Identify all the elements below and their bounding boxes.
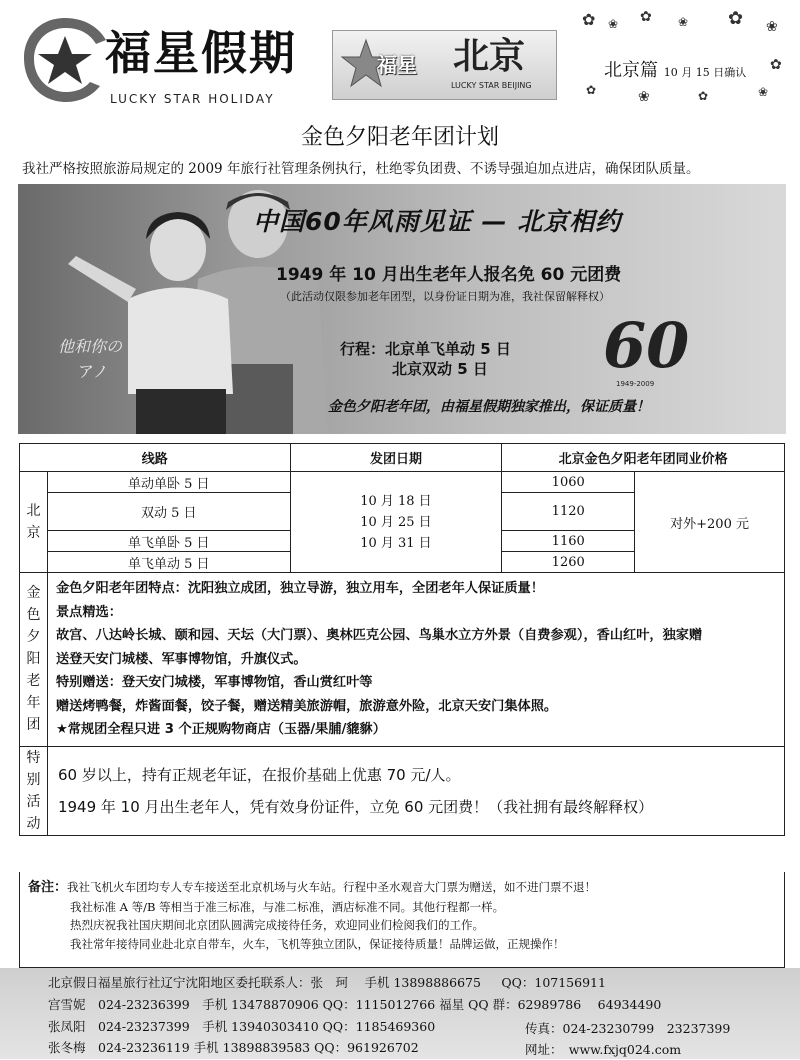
- header-price: 北京金色夕阳老年团同业价格: [502, 444, 785, 472]
- flower-icon: ❀: [678, 15, 689, 29]
- note-line: 我社常年接待同业赴北京自带车，火车，飞机等独立团队，保证接待质量！品牌运做，正规操作！: [70, 936, 565, 951]
- feature-line: 送登天安门城楼、军事博物馆，升旗仪式。: [55, 651, 307, 667]
- table-header-row: [20, 444, 785, 472]
- feature-line: 特别赠送：登天安门城楼，军事博物馆，香山赏红叶等: [55, 675, 373, 690]
- special-content: [47, 746, 784, 835]
- notes-section: [19, 872, 785, 968]
- contact-line: 宫雪妮 024-23236399 手机 13478870906 QQ：1115012766 福星 QQ 群：62989786 64934490: [48, 997, 662, 1012]
- contact-line: 张冬梅 024-23236119 手机 13898839583 QQ：961926702: [48, 1040, 419, 1055]
- confirm-date: 10 月 15 日确认: [663, 66, 747, 79]
- route-name: 单飞单卧 5 日: [47, 531, 290, 552]
- confirm-badge: [578, 8, 790, 108]
- feature-line: 故宫、八达岭长城、颐和园、天坛（大门票）、奥林匹克公园、鸟巢水立方外景（自费参观），香山红叶，独家赠: [55, 628, 703, 643]
- fuxing-label: 福星: [377, 53, 417, 77]
- flower-icon: ✿: [582, 10, 596, 29]
- route-name: 单动单卧 5 日: [47, 472, 290, 493]
- price-table: [19, 443, 785, 836]
- confirm-city: 北京篇: [604, 60, 658, 81]
- banner-watermark-2: アノ: [78, 362, 109, 381]
- features-content: [47, 573, 784, 747]
- contact-line: 北京假日福星旅行社辽宁沈阳地区委托联系人：张 珂 手机 13898886675 QQ：107156911: [48, 975, 606, 990]
- header-dates: 发团日期: [290, 444, 502, 472]
- flower-icon: ✿: [728, 8, 744, 29]
- brand-name-en: LUCKY STAR HOLIDAY: [110, 92, 275, 106]
- fuxing-beijing-logo: [332, 30, 557, 100]
- special-row: [20, 746, 785, 835]
- banner-offer: 1949 年 10 月出生老年人报名免 60 元团费: [276, 265, 622, 285]
- banner-itinerary-2: 北京双动 5 日: [392, 360, 488, 378]
- page-title: 金色夕阳老年团计划: [300, 125, 499, 150]
- banner-note: （此活动仅限参加老年团型，以身份证日期为准，我社保留解释权）: [280, 290, 610, 303]
- banner-watermark: 他和你の: [58, 337, 123, 356]
- note-line: 我社标准 A 等/B 等相当于准三标准，与准二标准，酒店标准不同。其他行程都一样。: [70, 899, 505, 914]
- beijing-label: 北京: [453, 36, 526, 77]
- special-line: 60 岁以上，持有正规老年证，在报价基础上优惠 70 元/人。: [57, 765, 461, 784]
- contact-footer: [0, 968, 800, 1059]
- route-name: 双动 5 日: [47, 493, 290, 531]
- flower-icon: ✿: [698, 89, 709, 103]
- features-row: [20, 573, 785, 747]
- banner-headline: 中国60年风雨见证 — 北京相约: [253, 207, 622, 236]
- group-label-beijing: 北 京: [20, 472, 48, 573]
- flower-icon: ✿: [770, 57, 782, 73]
- flower-icon: ❀: [608, 17, 619, 31]
- feature-line: 赠送烤鸭餐，炸酱面餐，饺子餐，赠送精美旅游帽，旅游意外险，北京天安门集体照。: [55, 698, 558, 714]
- feature-line: 景点精选：: [55, 604, 122, 620]
- fax-line: 传真：024-23230799 23237399: [525, 1021, 731, 1036]
- feature-line: 金色夕阳老年团特点：沈阳独立成团，独立导游，独立用车，全团老年人保证质量！: [55, 581, 544, 596]
- route-price: 1160: [502, 531, 635, 552]
- flower-icon: ✿: [640, 9, 652, 25]
- feature-label: 金 色 夕 阳 老 年 团: [20, 573, 48, 747]
- confirm-text: [604, 56, 746, 82]
- lucky-star-logo-icon: [20, 12, 110, 107]
- special-label: 特 别 活 动: [20, 746, 48, 835]
- flower-icon: ❀: [758, 85, 769, 99]
- note-line: 热烈庆祝我社国庆期间北京团队圆满完成接待任务，欢迎同业们检阅我们的工作。: [70, 918, 484, 932]
- special-line: 1949 年 10 月出生老年人，凭有效身份证件，立免 60 元团费！（我社拥有最终解释权）: [57, 797, 654, 816]
- flower-icon: ❀: [766, 19, 778, 35]
- beijing-label-en: LUCKY STAR BEIJING: [451, 81, 532, 90]
- sixty-emblem: 60: [603, 309, 690, 382]
- feature-line: ★常规团全程只进 3 个正规购物商店（玉器/果脯/貔貅）: [55, 722, 386, 737]
- banner-itinerary-1: 行程：北京单飞单动 5 日: [340, 340, 511, 358]
- departure-dates: 10 月 18 日 10 月 25 日 10 月 31 日: [290, 472, 502, 573]
- promo-banner: [18, 184, 786, 434]
- website-line[interactable]: 网址： www.fxjq024.com: [525, 1042, 682, 1057]
- header: [0, 0, 800, 118]
- notes-label: 备注：: [28, 880, 68, 895]
- route-name: 单飞单动 5 日: [47, 552, 290, 573]
- route-price: 1060: [502, 472, 635, 493]
- banner-slogan: 金色夕阳老年团，由福星假期独家推出，保证质量！: [328, 399, 650, 415]
- flower-icon: ✿: [586, 83, 597, 97]
- flower-icon: ❀: [638, 89, 650, 105]
- note-line: 备注：我社飞机火车团均专人专车接送至北京机场与火车站。行程中圣水观音大门票为赠送，如不进门票不退！: [28, 880, 597, 895]
- header-route: 线路: [20, 444, 291, 472]
- retail-markup: 对外+200 元: [635, 472, 785, 573]
- intro-text: 我社严格按照旅游局规定的 2009 年旅行社管理条例执行，杜绝零负团费、不诱导强迫加点进店，确保团队质量。: [22, 161, 700, 177]
- route-price: 1260: [502, 552, 635, 573]
- brand-name-cn: 福星假期: [105, 26, 297, 80]
- contact-line: 张凤阳 024-23237399 手机 13940303410 QQ：1185469360: [48, 1019, 436, 1034]
- sixty-years-range: 1949-2009: [616, 380, 655, 388]
- table-row: [20, 472, 785, 493]
- route-price: 1120: [502, 493, 635, 531]
